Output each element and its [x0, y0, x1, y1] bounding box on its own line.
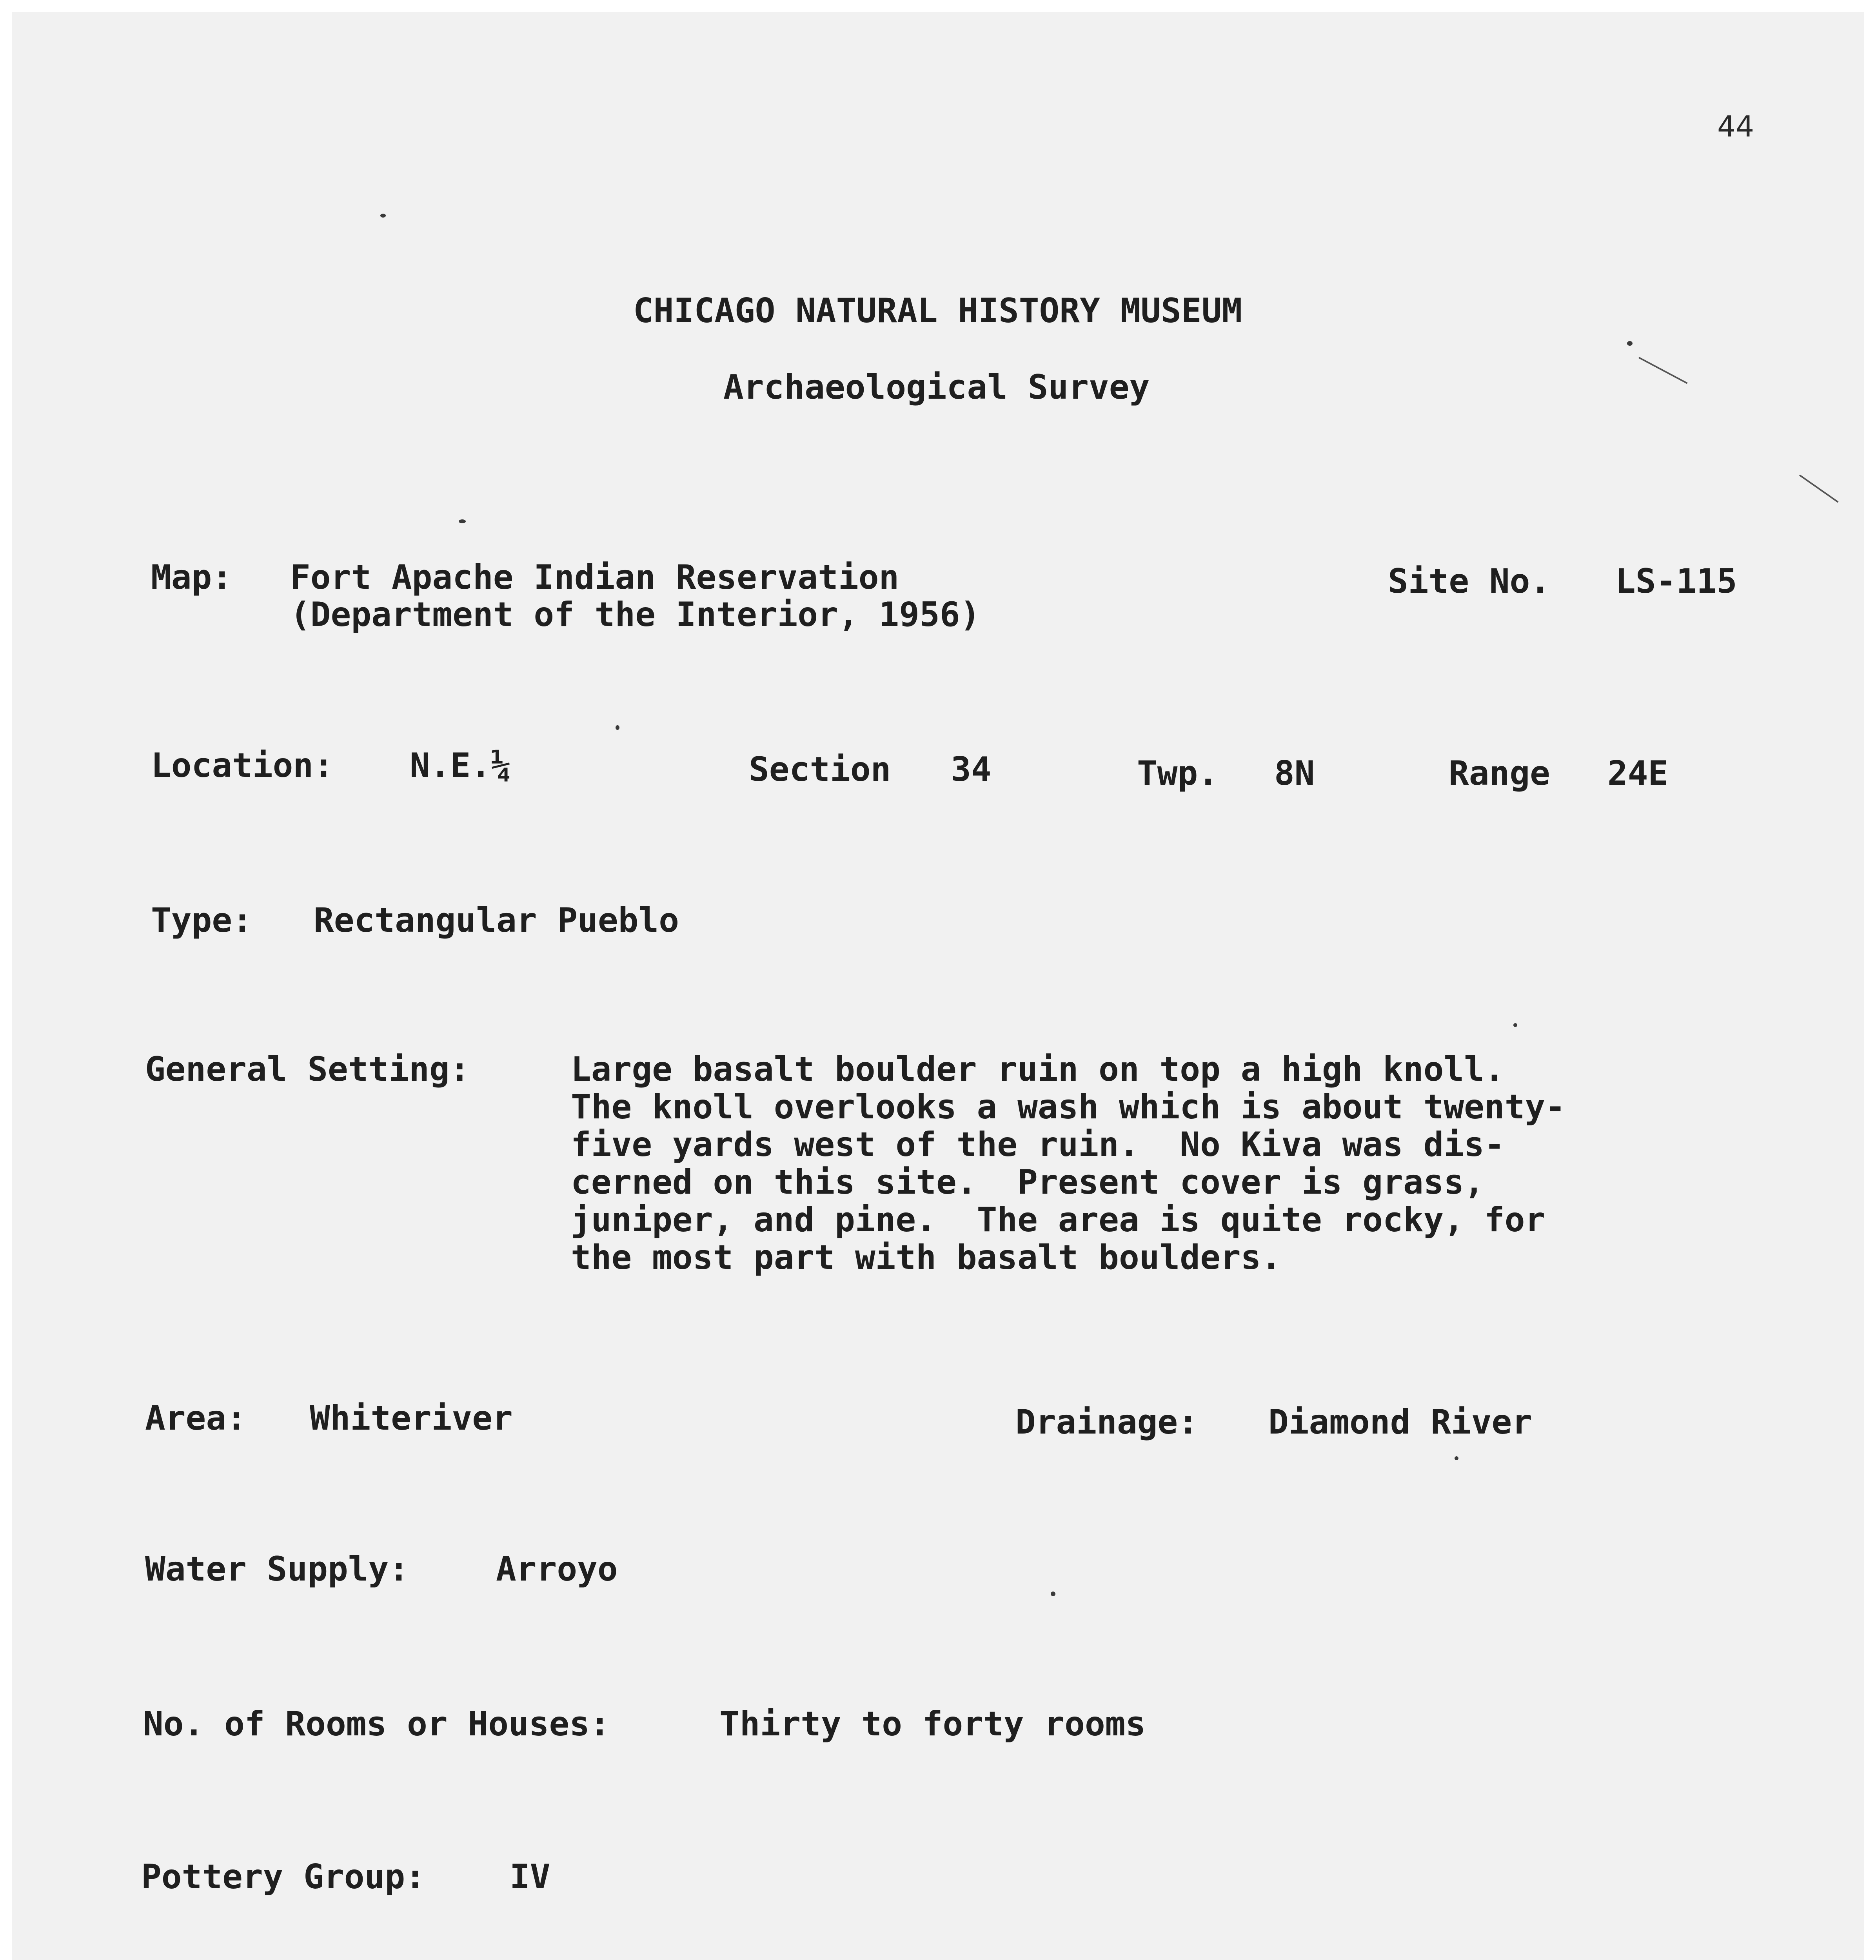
general-setting-label: General Setting:: [145, 1050, 470, 1089]
pottery-group-value: IV: [510, 1857, 550, 1896]
general-setting-line: the most part with basalt boulders.: [571, 1238, 1282, 1277]
range-label: Range: [1449, 754, 1550, 793]
range-value: 24E: [1607, 754, 1669, 793]
paper-speck: [380, 214, 386, 218]
location-label: Location:: [151, 746, 334, 785]
map-label: Map:: [151, 558, 232, 597]
general-setting-line: cerned on this site. Present cover is grass,: [571, 1163, 1484, 1202]
general-setting-line: The knoll overlooks a wash which is about twenty-: [571, 1087, 1566, 1127]
general-setting-line: five yards west of the ruin. No Kiva was dis-: [571, 1125, 1505, 1164]
type-value: Rectangular Pueblo: [314, 901, 679, 940]
survey-form-sheet: [12, 12, 1864, 1960]
general-setting-text: [571, 1051, 1565, 1276]
paper-scratch: [1638, 357, 1687, 384]
map-name: Fort Apache Indian Reservation: [290, 558, 899, 597]
map-source: (Department of the Interior, 1956): [290, 595, 981, 634]
paper-speck: [1455, 1456, 1458, 1460]
paper-speck: [1051, 1592, 1055, 1596]
paper-scratch: [1799, 474, 1839, 503]
type-label: Type:: [151, 901, 252, 940]
paper-speck: [1513, 1023, 1517, 1027]
area-value: Whiteriver: [310, 1399, 513, 1438]
paper-speck: [616, 725, 619, 730]
survey-subheading: Archaeological Survey: [723, 368, 1150, 407]
area-label: Area:: [145, 1399, 247, 1438]
drainage-label: Drainage:: [1015, 1403, 1198, 1442]
rooms-value: Thirty to forty rooms: [719, 1704, 1146, 1744]
site-number-label: Site No.: [1388, 562, 1551, 601]
drainage-value: Diamond River: [1268, 1403, 1533, 1442]
general-setting-line: Large basalt boulder ruin on top a high knoll.: [571, 1050, 1505, 1089]
institution-heading: CHICAGO NATURAL HISTORY MUSEUM: [633, 291, 1242, 330]
general-setting-line: juniper, and pine. The area is quite rocky, for: [571, 1200, 1545, 1240]
water-supply-value: Arroyo: [496, 1550, 618, 1589]
site-number-value: LS-115: [1615, 562, 1737, 601]
page-number: 44: [1717, 110, 1754, 143]
pottery-group-label: Pottery Group:: [141, 1857, 425, 1896]
section-value: 34: [951, 750, 992, 789]
location-quarter: N.E.¼: [410, 746, 511, 785]
rooms-label: No. of Rooms or Houses:: [143, 1704, 610, 1744]
paper-speck: [1627, 341, 1633, 346]
section-label: Section: [749, 750, 891, 789]
paper-speck: [459, 519, 466, 523]
township-value: 8N: [1274, 754, 1315, 793]
water-supply-label: Water Supply:: [145, 1550, 409, 1589]
township-label: Twp.: [1137, 754, 1219, 793]
